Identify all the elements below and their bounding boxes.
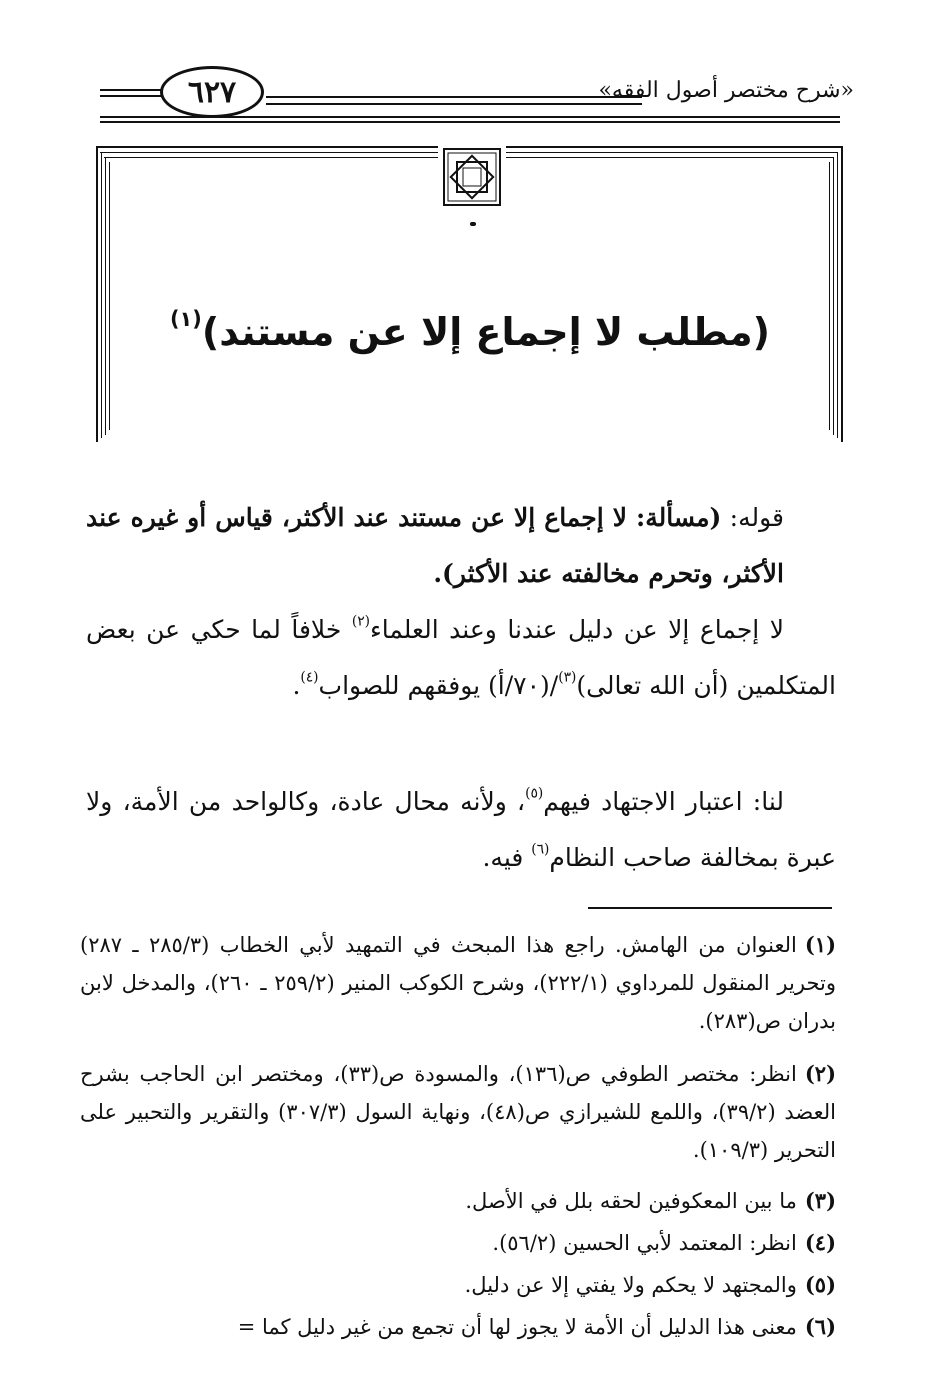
paragraph-2	[86, 602, 836, 714]
footnote-2	[80, 1055, 836, 1169]
paragraph-2-text-b: خلافاً لما حكي عن بعض المتكلمين (أن الله تعالى)	[86, 615, 836, 700]
frame-right-2	[837, 152, 838, 438]
paragraph-1-lead: قوله:	[721, 503, 784, 532]
header-rule-left-top	[100, 89, 162, 91]
footnote-3-number: (٣)	[804, 1188, 836, 1213]
paragraph-3-text-a: لنا: اعتبار الاجتهاد فيهم	[543, 787, 784, 816]
frame-top-left-3	[104, 157, 438, 158]
paragraph-3-text-b: ، ولأنه محال عادة، وكالواحد من الأمة، ولا عبرة بمخالفة صاحب النظام	[86, 787, 836, 872]
frame-left-2	[101, 152, 102, 438]
paragraph-1-quote: (مسألة: لا إجماع إلا عن مستند عند الأكثر، قياس أو غيره عند الأكثر، وتحرم مخالفته عند الأكثر).	[86, 503, 784, 588]
footnote-ref-2: (٢)	[351, 613, 370, 630]
footnote-4-text: انظر: المعتمد لأبي الحسين (٥٦/٢).	[492, 1231, 797, 1255]
frame-left-1	[96, 146, 98, 442]
chapter-title-text: (مطلب لا إجماع إلا عن مستند)	[201, 310, 771, 354]
footnote-1	[80, 926, 836, 1040]
paragraph-2-text-d: .	[292, 671, 301, 700]
footnote-separator	[588, 907, 832, 909]
header-rule-right-bottom	[266, 103, 642, 105]
running-header	[0, 0, 940, 140]
footnote-1-text: العنوان من الهامش. راجع هذا المبحث في التمهيد لأبي الخطاب (٢٨٥/٣ ـ ٢٨٧) وتحرير المنقول للمرداوي (٢٢٢/١)، وشرح الكوكب المنير (٢٥٩/٢ ـ ٢٦٠)، والمدخل لابن بدران ص(٢٨٣).	[80, 933, 836, 1033]
frame-right-3	[833, 157, 834, 435]
footnote-2-number: (٢)	[804, 1061, 836, 1086]
running-title: «شرح مختصر أصول الفقه»	[598, 78, 854, 103]
paragraph-1	[86, 490, 836, 602]
frame-top-left-1	[96, 146, 438, 148]
chapter-title	[100, 307, 840, 354]
footnote-4-number: (٤)	[804, 1230, 836, 1255]
footnote-6-number: (٦)	[804, 1314, 836, 1339]
paragraph-2-text-a: لا إجماع إلا عن دليل عندنا وعند العلماء	[369, 615, 784, 644]
frame-right-4	[829, 162, 830, 430]
ornament-star-icon	[443, 148, 501, 206]
footnote-ref-4: (٤)	[300, 669, 319, 686]
frame-left-3	[105, 157, 106, 435]
frame-left-4	[109, 162, 110, 430]
footnote-ref-6: (٦)	[531, 841, 550, 858]
paragraph-3-text-c: فيه.	[482, 843, 532, 872]
footnote-5	[80, 1266, 836, 1304]
page-number: ٦٢٧	[160, 66, 264, 118]
footnote-5-number: (٥)	[804, 1272, 836, 1297]
footnote-ref-5: (٥)	[525, 785, 544, 802]
frame-top-left-2	[100, 152, 438, 153]
footnote-4	[80, 1224, 836, 1262]
footnote-3	[80, 1182, 836, 1220]
footnote-5-text: والمجتهد لا يحكم ولا يفتي إلا عن دليل.	[464, 1273, 797, 1297]
header-rule-full-top	[100, 116, 840, 118]
frame-top-right-3	[506, 157, 834, 158]
paragraph-3	[86, 774, 836, 886]
header-rule-right-top	[266, 96, 642, 98]
header-rule-full-bottom	[100, 121, 840, 123]
frame-top-right-2	[506, 152, 838, 153]
footnote-3-text: ما بين المعكوفين لحقه بلل في الأصل.	[465, 1189, 797, 1213]
footnote-6-text: معنى هذا الدليل أن الأمة لا يجوز لها أن تجمع من غير دليل كما =	[237, 1315, 797, 1339]
header-rule-left-bottom	[100, 95, 162, 97]
footnote-1-number: (١)	[804, 932, 836, 957]
chapter-title-footnote-ref: (١)	[169, 307, 202, 332]
footnote-2-text: انظر: مختصر الطوفي ص(١٣٦)، والمسودة ص(٣٣)، ومختصر ابن الحاجب بشرح العضد (٣٩/٢)، واللمع للشيرازي ص(٤٨)، ونهاية السول (٣٠٧/٣) والتقرير والتحبير على التحرير (١٠٩/٣).	[80, 1062, 837, 1162]
footnote-6	[24, 1308, 836, 1346]
frame-top-right-1	[506, 146, 842, 148]
footnote-ref-3: (٣)	[558, 669, 577, 686]
paragraph-2-text-c: /(٧٠/أ) يوفقهم للصواب	[318, 671, 559, 700]
ornament-dot	[470, 222, 476, 226]
frame-right-1	[841, 146, 843, 442]
